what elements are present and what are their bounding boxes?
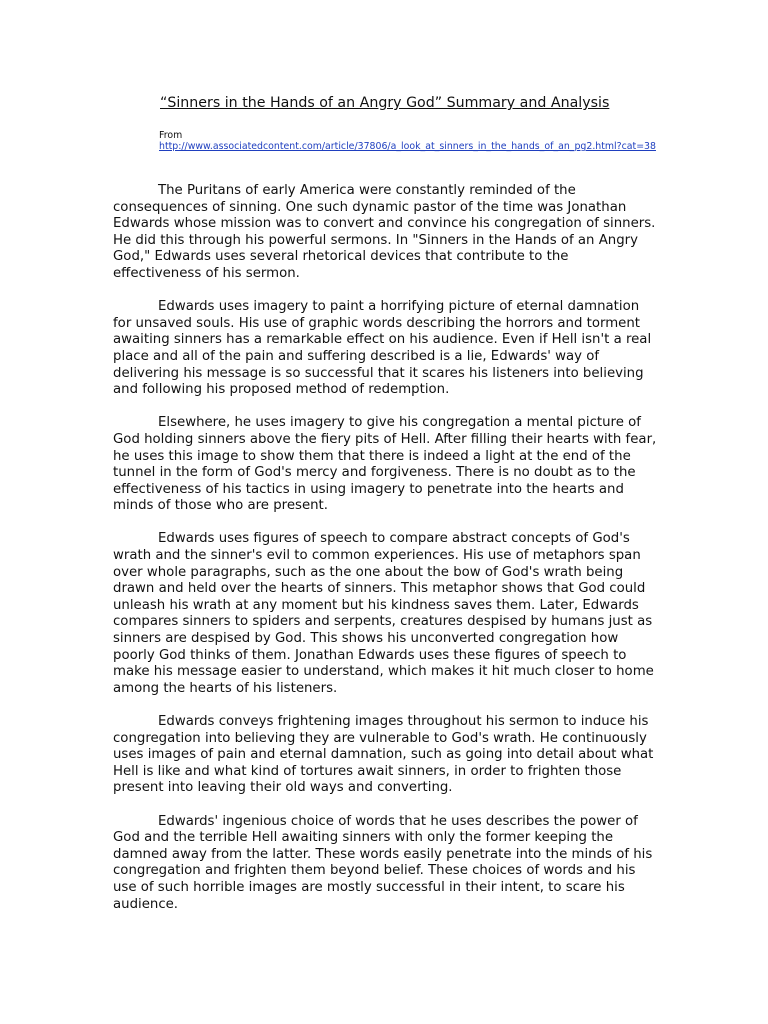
document-body bbox=[113, 183, 658, 930]
paragraph-imagery-mercy: Elsewhere, he uses imagery to give his congregation a mental picture of God holding sinners above the fiery pits of Hell. After filling their hearts with fear, he uses this image to show them that there is indeed a light at the end of the tunnel in the form of God's mercy and forgiveness. There is no doubt as to the effectiveness of his tactics in using imagery to penetrate into the hearts and minds of those who are present. bbox=[113, 415, 657, 514]
source-label: From bbox=[159, 130, 183, 141]
paragraph-frightening-images: Edwards conveys frightening images throughout his sermon to induce his congregation into believing they are vulnerable to God's wrath. He continuously uses images of pain and eternal damnation, such as going into detail about what Hell is like and what kind of tortures await sinners, in order to frighten those present into leaving their old ways and converting. bbox=[113, 714, 654, 796]
paragraph-introduction: The Puritans of early America were constantly reminded of the consequences of sinning. One such dynamic pastor of the time was Jonathan Edwards whose mission was to convert and convince his congregation of sinners. He did this through his powerful sermons. In "Sinners in the Hands of an Angry God," Edwards uses several rhetorical devices that contribute to the effectiveness of his sermon. bbox=[113, 183, 656, 281]
paragraph-figures-of-speech: Edwards uses figures of speech to compare abstract concepts of God's wrath and the sinner's evil to common experiences. His use of metaphors span over whole paragraphs, such as the one about the bow of God's wrath being drawn and held over the hearts of sinners. This metaphor shows that God could unleash his wrath at any moment but his kindness saves them. Later, Edwards compares sinners to spiders and serpents, creatures despised by humans just as sinners are despised by God. This shows his unconverted congregation how poorly God thinks of them. Jonathan Edwards uses these figures of speech to make his message easier to understand, which makes it hit much closer to home among the hearts of his listeners. bbox=[113, 531, 654, 696]
paragraph-imagery-damnation: Edwards uses imagery to paint a horrifying picture of eternal damnation for unsaved souls. His use of graphic words describing the horrors and torment awaiting sinners has a remarkable effect on his audience. Even if Hell isn't a real place and all of the pain and suffering described is a lie, Edwards' way of delivering his message is so successful that it scares his listeners into believing and following his proposed method of redemption. bbox=[113, 299, 652, 398]
document-title: “Sinners in the Hands of an Angry God” Summary and Analysis bbox=[160, 95, 610, 111]
source-citation bbox=[159, 130, 669, 152]
source-link[interactable]: http://www.associatedcontent.com/article/37806/a_look_at_sinners_in_the_hands_of_an_pg2.html?cat=38 bbox=[159, 141, 656, 152]
paragraph-conclusion: Edwards' ingenious choice of words that he uses describes the power of God and the terrible Hell awaiting sinners with only the former keeping the damned away from the latter. These words easily penetrate into the minds of his congregation and frighten them beyond belief. These choices of words and his use of such horrible images are mostly successful in their intent, to scare his audience. bbox=[113, 813, 653, 912]
